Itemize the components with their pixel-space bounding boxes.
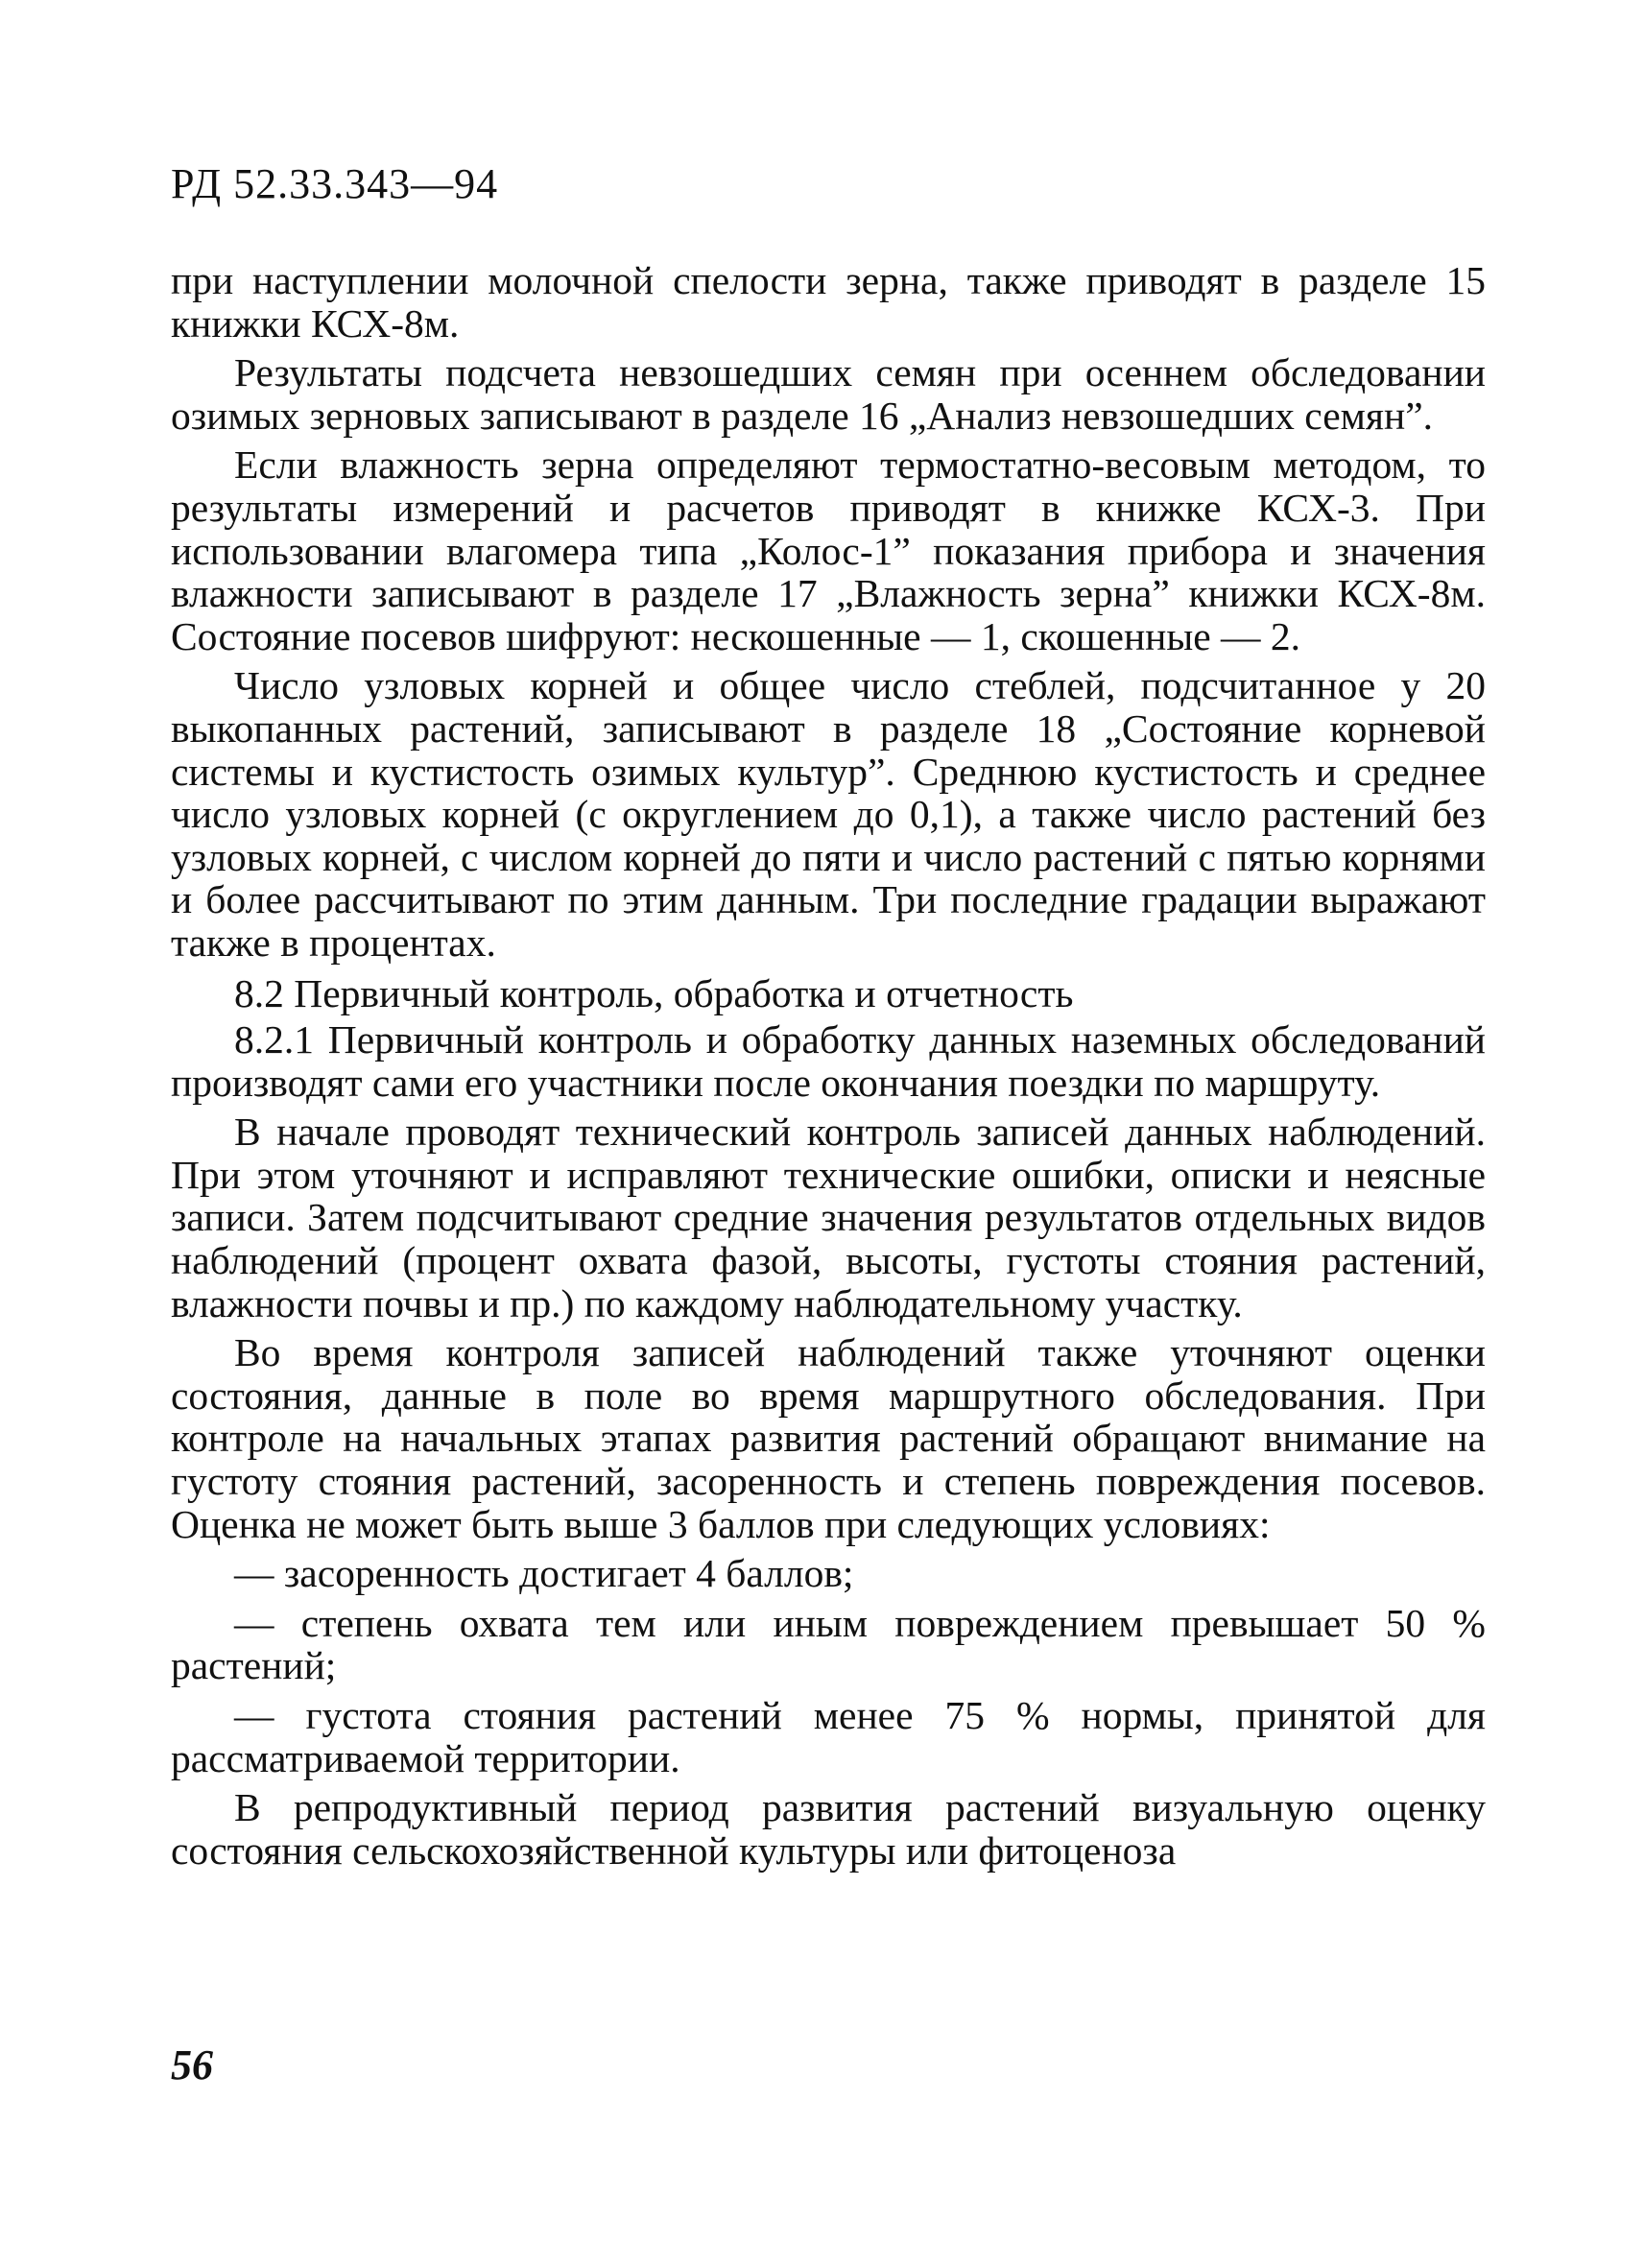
paragraph-unsown-seeds: Результаты подсчета невзошедших семян при осеннем обследовании озимых зерновых записывают в разделе 16 „Анализ невзошедших семян”. <box>171 350 1486 438</box>
page-number: 56 <box>171 2041 213 2089</box>
body-text <box>171 259 1486 1878</box>
list-item-weediness: — засоренность достигает 4 баллов; <box>234 1551 854 1596</box>
paragraph-grain-moisture: Если влажность зерна определяют термостатно-весовым методом, то результаты измерений и расчетов приводят в книжке КСХ-3. При использовании влагомера типа „Колос-1” показания прибора и значения влажности записывают в разделе 17 „Влажность зерна” книжки КСХ-8м. Состояние посевов шифруют: нескошенные — 1, скошенные — 2. <box>171 442 1486 658</box>
section-heading-8-2: 8.2 Первичный контроль, обработка и отчетность <box>234 970 1074 1015</box>
paragraph-root-system: Число узловых корней и общее число стеблей, подсчитанное у 20 выкопанных растений, записывают в разделе 18 „Состояние корневой системы и кустистость озимых культур”. Среднюю кустистость и среднее число узловых корней (с округлением до 0,1), а также число растений без узловых корней, с числом корней до пяти и число растений с пятью корнями и более рассчитывают по этим данным. Три последние градации выражают также в процентах. <box>171 663 1486 965</box>
list-item-damage: — степень охвата тем или иным повреждением превышает 50 % растений; <box>171 1600 1486 1688</box>
paragraph-technical-control: В начале проводят технический контроль записей данных наблюдений. При этом уточняют и исправляют технические ошибки, описки и неясные записи. Затем подсчитывают средние значения результатов отдельных видов наблюдений (процент охвата фазой, высоты, густоты стояния растений, влажности почвы и пр.) по каждому наблюдательному участку. <box>171 1110 1486 1325</box>
paragraph-reproductive-period: В репродуктивный период развития растений визуальную оценку состояния сельскохозяйственной культуры или фитоценоза <box>171 1785 1486 1873</box>
paragraph-assessment-control: Во время контроля записей наблюдений также уточняют оценки состояния, данные в поле во время маршрутного обследования. При контроле на начальных этапах развития растений обращают внимание на густоту стояния растений, засоренность и степень повреждения посевов. Оценка не может быть выше 3 баллов при следующих условиях: <box>171 1330 1486 1546</box>
paragraph-8-2-1: 8.2.1 Первичный контроль и обработку данных наземных обследований производят сами его участники после окончания поездки по маршруту. <box>171 1017 1486 1105</box>
list-item-density: — густота стояния растений менее 75 % нормы, принятой для рассматриваемой территории. <box>171 1693 1486 1780</box>
paragraph-continuation: при наступлении молочной спелости зерна, также приводят в разделе 15 книжки КСХ-8м. <box>171 258 1486 346</box>
document-code-header: РД 52.33.343—94 <box>171 160 499 207</box>
